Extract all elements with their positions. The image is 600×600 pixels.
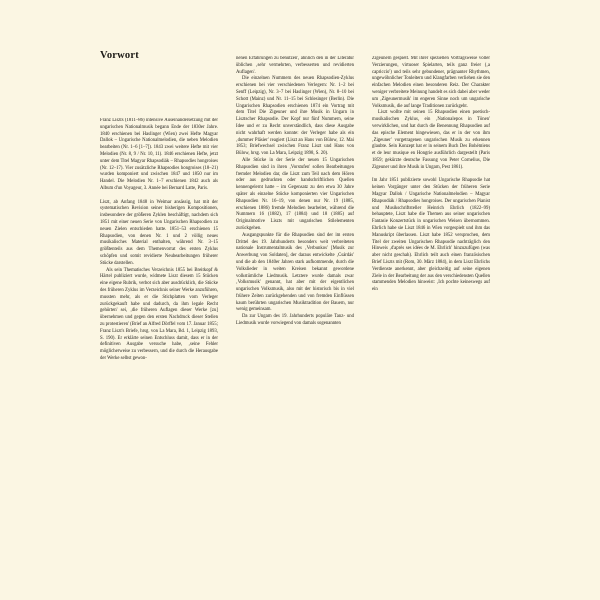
paragraph: Liszt, ab Anfang 1848 in Weimar ansässig, hat mit der systematischen Revision seiner bisherigen Kompositionen, insbesondere der größeren Zyklen beschäftigt, nachdem sich 1851 mit einer neuen Serie von Ungarischen Rhapsodien zu neuen Zielen entschieden hatte. 1851–53 erschienen 15 Rhapsodien, von denen Nr. 1 und 2 völlig neues musikalisches Material enthalten, während Nr. 3–15 größtenteils aus dem Themenvorrat des ersten Zyklus schöpfen und somit revidierte Neubearbeitungen früherer Stücke darstellen. — [100, 199, 218, 266]
paragraph: nenen Erfahrungen zu benutzen', ähnlich den in der Literatur üblichen ‚sehr vermehrten, verbesserten und revidierten Auflagen'. — [236, 56, 354, 75]
paragraph: Die einzelnen Nummern des neuen Rhapsodien-Zyklus erschienen bei vier verschiedenen Verlegern: Nr. 1–2 bei Senff (Leipzig), Nr. 3–7 bei Haslinger (Wien), Nr. 8–10 bei Schott (Mainz) und Nr. 11–15 bei Schlesinger (Berlin). Die Ungarischen Rhapsodien erschienen 1874 ein Vortrag mit dem Titel Die Zigeuner und ihre Musik in Ungarn in Lisztscher Rhapsodie. Der Kopf nur fünf Nummern, seine Idee und er zu Recht unverständlich, dass diese Ausgabe nicht wahrhaft werden konnte: der Verleger habe als ein ‚dummer Pläsier' reagiert (Liszt an Hans von Bülow, 12. Mai 1853; Briefwechsel zwischen Franz Liszt und Hans von Bülow, hrsg. von La Mara, Leipzig 1898, S. 20). — [236, 76, 354, 157]
text-column-2 — [236, 56, 354, 594]
paragraph: Ausgangspunkte für die Rhapsodien sind der im ersten Drittel des 19. Jahrhunderts besonders weit verbreiteten nationale Instrumentalmusik des ‚Verbunkos' [Musik zur Anwerbung von Soldaten], der daraus entwickelte ‚Csárdás' und die ab den 1840er Jahren stark aufkommende, durch die Volkslieder in weiten Kreisen bekannt gewordene volkstümliche Liedmusik. Letztere wurde damals zwar ‚Volksmusik' genannt, hat aber mit der eigentlichen ungarischen Volksmusik, also mit der historisch bis in viel frühere Zeiten zurückgehenden und von fremden Einflüssen kaum berührten ungarischen Musiktradition der Bauern, nur wenig gemeinsam. — [236, 232, 354, 313]
paragraph: Alle Stücke in der Serie der neuen 15 Ungarischen Rhapsodien sind in ihren ‚Vorstufen' sollen Bearbeitungen fremder Melodien dar, die Liszt zum Teil nach dem Hören oder aus gedruckten oder handschriftlichen Quellen kennengelernt hatte – im Gegensatz zu den etwa 30 Jahre später als einzelne Stücke komponierten vier Ungarischen Rhapsodien Nr. 16–19, von denen nur Nr. 19 (1885, erschienen 1886) fremde Melodien bearbeitet, während die Nummern 16 (1882), 17 (1884) und 18 (1885) auf Originalmotive Liszts mit ungarischen Stilelementen zurückgehen. — [236, 157, 354, 231]
page-title: Vorwort — [100, 50, 139, 61]
paragraph: Liszt wollte mit seinen 15 Rhapsodien einen poetisch-musikalischen Zyklus, ein ‚Nationalepos in Tönen' verwirklichen, und hat durch die Benennung Rhapsodien auf das epische Element hingewiesen, das er in der von ihm ‚Zigeuner' vorgetragenen ungarischen Musik zu erkennen glaubte. Sein Konzept hat er in seinem Buch Des Bohémiens et de leur musique en Hongrie ausführlich dargestellt (Paris 1859; gekürzte deutsche Fassung von Peter Cornelius, Die Zigeuner und ihre Musik in Ungarn, Pest 1861). — [372, 110, 490, 170]
paragraph: Als sein Thematisches Verzeichnis 1855 bei Breitkopf & Härtel publiziert wurde, widmete Liszt diesem 15 Stücken eine eigene Rubrik, verbot sich aber ausdrücklich, die Stücke des früheren Zyklus im Verzeichnis seiner Werke anzuführen, mussten mehr, als er die Stichplatten vom Verleger zurückgekauft habe und dadurch, da ihm legale Recht gehörten' sei, ‚die früheren Auflagen dieser Werke [zu] übernehmen und gegen den ersten Nachdruck dieser Stellen zu protestieren' (Brief an Alfred Dörffel vom 17. Januar 1855; Franz Liszt's Briefe, hrsg. von La Mara, Bd. 1, Leipzig 1893, S. 190). Er erklärte seinen Entschluss damit, dass er in der definitiven Ausgabe versuche habe, ‚seine Fehler möglicherweise zu verbessern, und die durch die Herausgabe der Werke selbst gewon- — [100, 267, 218, 361]
paragraph: Franz Liszts (1811–86) intensive Auseinandersetzung mit der ungarischen Nationalmusik begann Ende der 1830er Jahre. 1840 erschienen bei Haslinger (Wien) zwei Hefte Magyar Dallok – Ungarische Nationalmelodien, die neben Melodien bearbeiten (Nr. 1–6 [1–7]). 1843 zwei weitere Hefte mit vier Melodien (Nr. 8, 9 / Nr. 10, 11). 1846 erschienen Hefte, jetzt unter dem Titel Magyar Rhapsodiák – Rhapsodies hongroises (Nr. 12–17). Vier zusätzliche Rhapsodies hongroises (18–21) wurden komponiert und zwischen 1847 und 1850 nur im Handel. Die Melodien Nr. 1–7 erschienen 1842 auch als Album d'un Voyageur, 3. Année bei Bernard Latte, Paris. — [100, 118, 218, 191]
paragraph: Im Jahr 1851 publizierte sowohl Ungarische Rhapsodie hat keinen Vorgänger unter den Stücken der früheren Serie Magyar Dallok / Ungarische Nationalmelodien – Magyar Rhapsodiák / Rhapsodies hongroises. Der ungarischen Pianist und Musikschriftsteller Heinrich Ehrlich (1822–99) behauptete, Liszt habe die Themen aus seiner ungarischen Fantasie Konzertstück in ungarischen Weisen übernommen. Ehrlich habe sie Liszt 1846 in Wien vorgespielt und ihm das Manuskript überlassen. Liszt habe 1852 versprochen, dem Titel der zweiten Ungarischen Rhapsodie nachträglich den Hinweis ‚d'après ses idées de M. Ehrlich' hinzuzufügen (was aber nicht geschah). Ehrlich teilt auch einen französischen Brief Liszts mit (Rom, 30. März 1884), in dem Liszt Ehrlichs Verdienste anerkennt, aber gleichzeitig auf seine eigenen Ziele in der Bearbeitung der aus den verschiedensten Quellen stammenden Melodien hinweist: ‚Ich pochte keineswegs auf ein — [372, 178, 490, 293]
paragraph: Da zur Ungarn des 19. Jahrhunderts populäre Tanz- und Liedmusik wurde vorwiegend von damals sogenannten — [236, 314, 354, 327]
text-column-3 — [372, 56, 490, 594]
text-column-1 — [100, 118, 218, 594]
paragraph: Zigeunern gespielt. Mit ihrer speziellen Vortragsweise voller Verzierungen, virtuoser Spielarten, teils ganz freier (‚a capriccio') und teils sehr gebundener, prägnanter Rhythmen, ungewöhnlicher Tonleitern und Klangfarben verliehen sie den einfachen Melodien einen besonderen Reiz. Der Charakter weniger verbreitete Meinung handelt es sich dabei aber weder um ‚Zigeunermusik' im engeren Sinne noch um ungarische Volksmusik, die auf lange Traditionen zurückgeht. — [372, 56, 490, 109]
